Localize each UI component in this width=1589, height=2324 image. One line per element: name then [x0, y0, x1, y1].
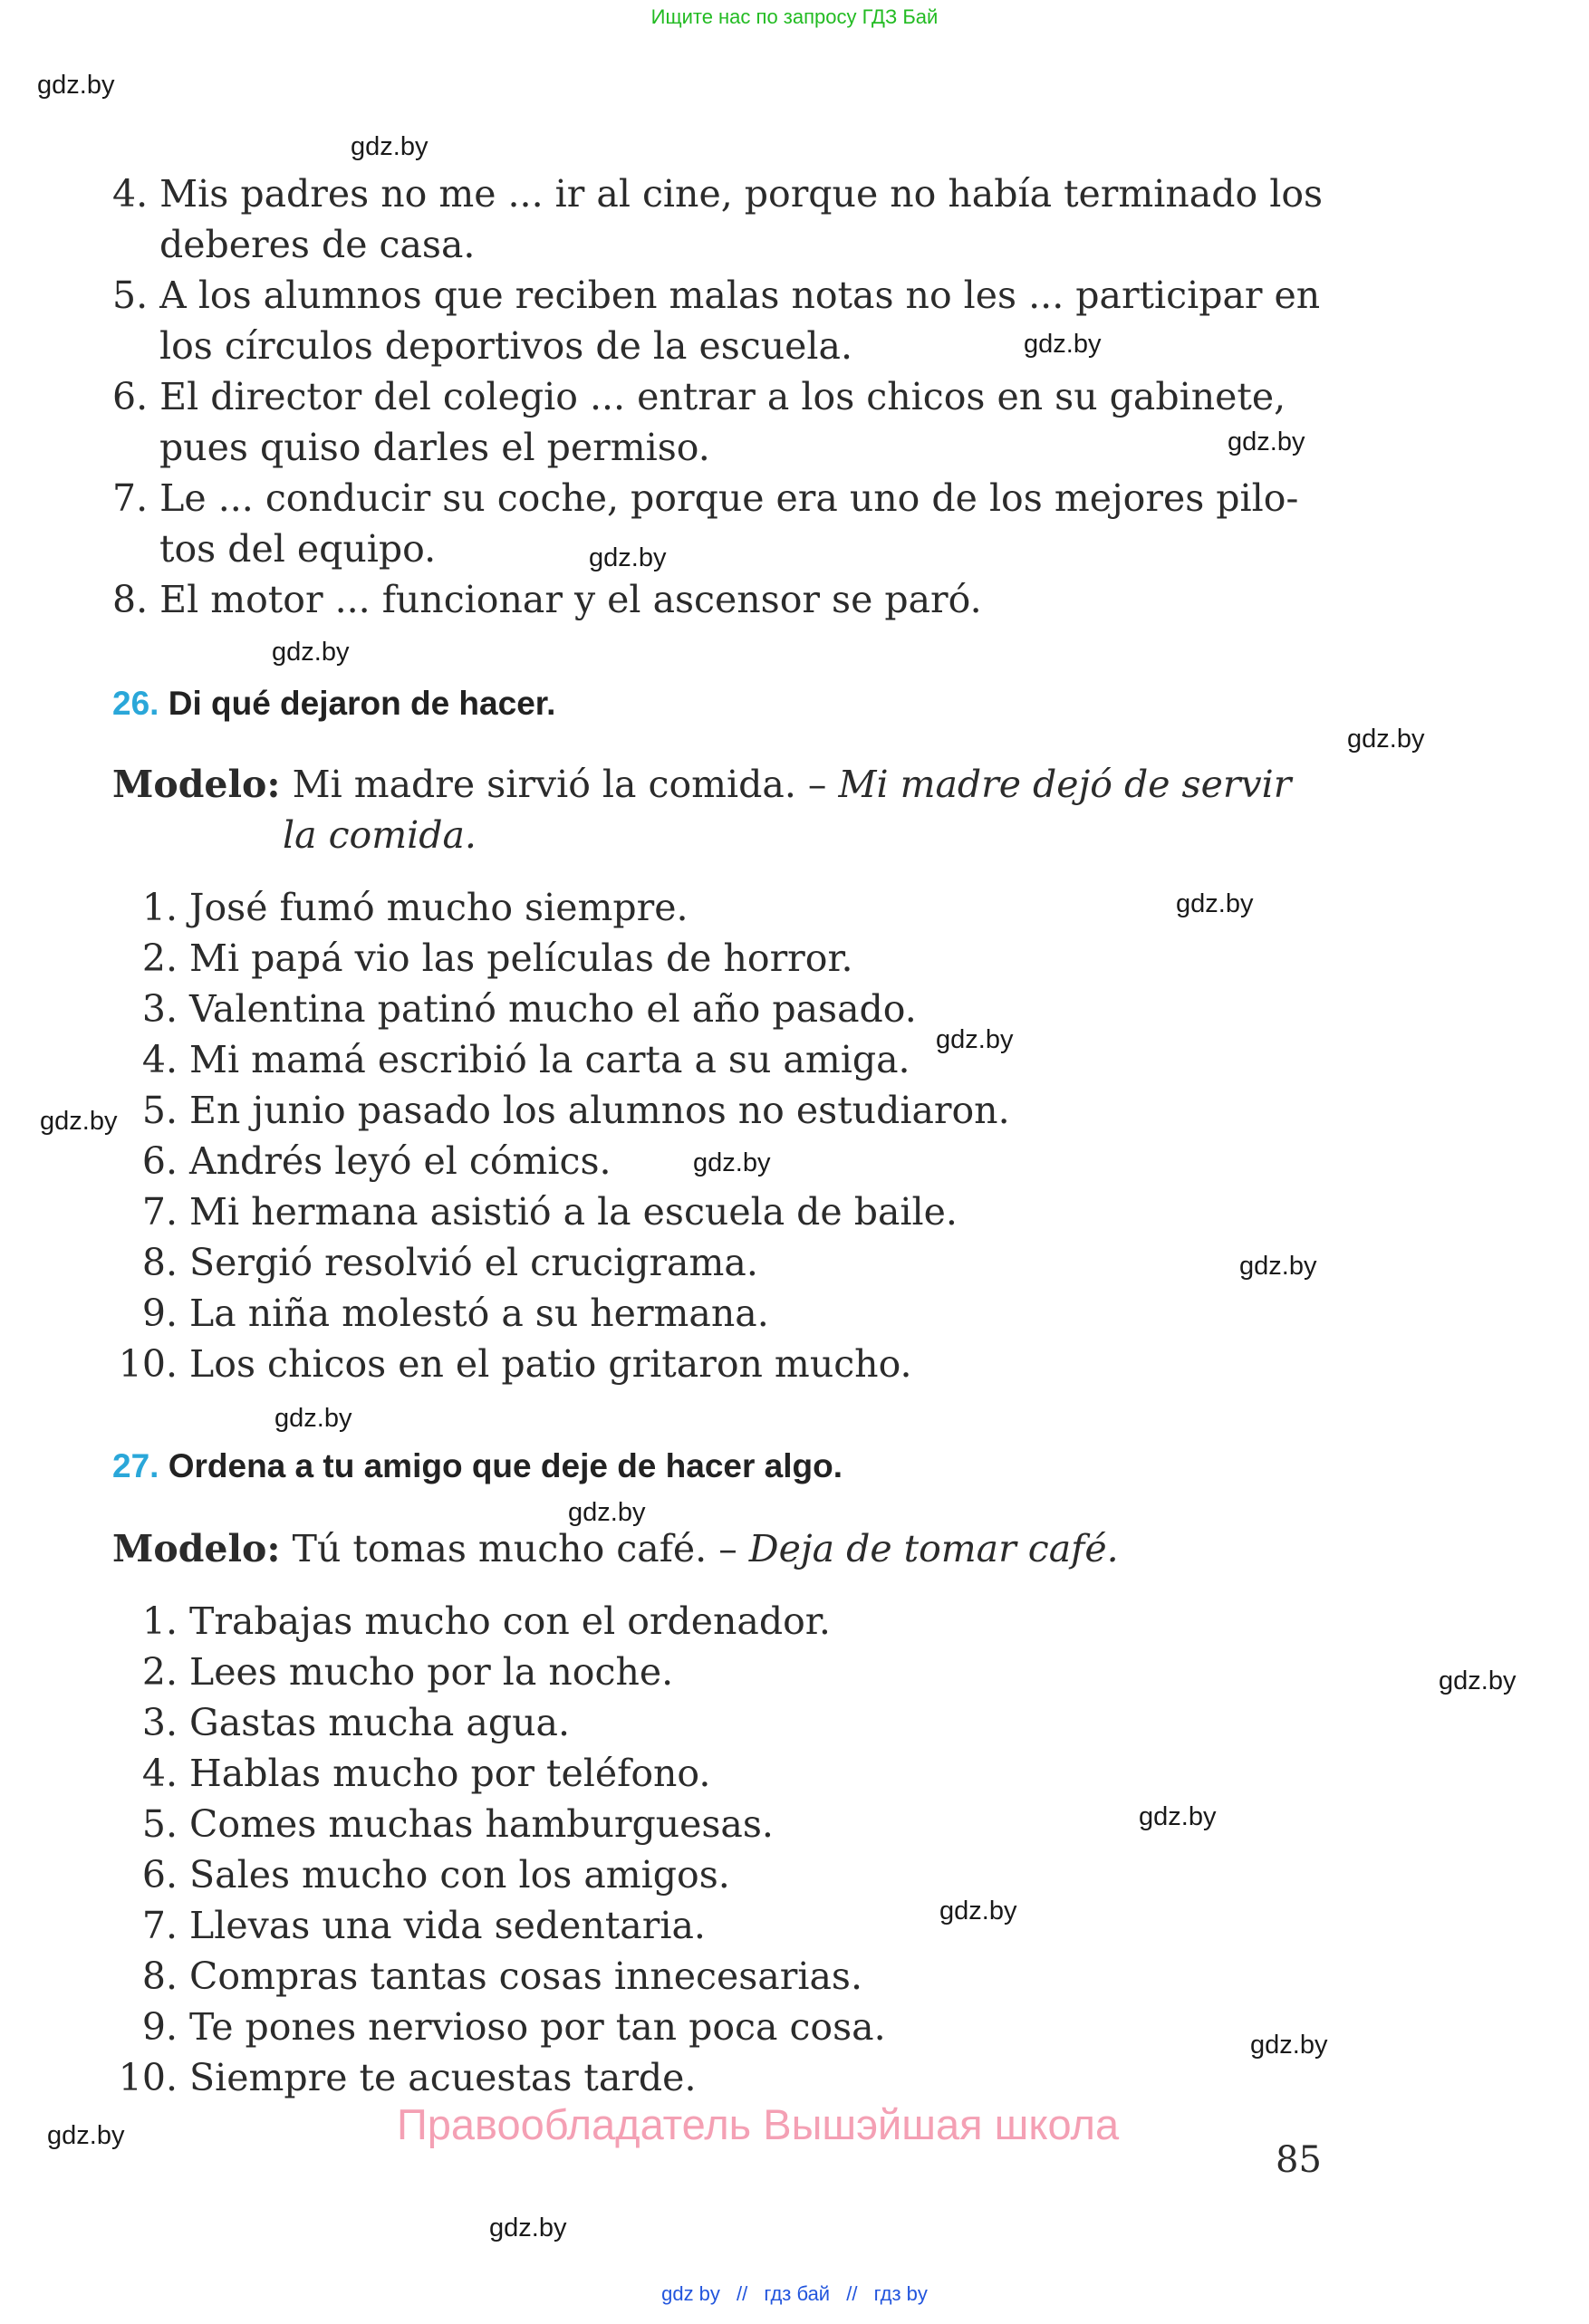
footer-links — [0, 2282, 1589, 2306]
item-number: 4. — [141, 1038, 178, 1081]
watermark: gdz.by — [37, 71, 115, 100]
item-number: 5. — [141, 1802, 178, 1846]
item-number: 7. — [112, 476, 149, 520]
item-text: Los chicos en el patio gritaron mucho. — [189, 1342, 912, 1386]
item-text: El director del colegio ... entrar a los chicos en su gabinete, — [159, 375, 1286, 418]
list-item — [112, 1292, 769, 1335]
watermark: gdz.by — [351, 132, 429, 161]
list-item — [112, 1650, 674, 1694]
watermark: gdz.by — [936, 1025, 1014, 1054]
item-number: 8. — [141, 1954, 178, 1998]
item-number: 4. — [141, 1752, 178, 1795]
item-text: Trabajas mucho con el ordenador. — [189, 1599, 831, 1643]
list-item — [112, 1599, 831, 1643]
item-number: 9. — [141, 2005, 178, 2049]
list-item — [112, 1752, 711, 1795]
list-item — [112, 1853, 730, 1897]
item-number: 1. — [141, 886, 178, 929]
item-text: A los alumnos que reciben malas notas no les ... participar en — [159, 274, 1321, 317]
list-item — [112, 1089, 1010, 1132]
modelo-line — [112, 1527, 1119, 1570]
item-text: Andrés leyó el cómics. — [189, 1139, 612, 1183]
item-text: El motor ... funcionar y el ascensor se paró. — [159, 578, 982, 621]
item-number: 5. — [141, 1089, 178, 1132]
list-item — [112, 1904, 706, 1947]
item-text: Gastas mucha agua. — [189, 1701, 570, 1744]
item-number: 8. — [141, 1241, 178, 1284]
item-text-continuation: tos del equipo. — [159, 527, 437, 571]
modelo-answer-continuation: la comida. — [283, 813, 477, 857]
item-number: 3. — [141, 1701, 178, 1744]
exercise-26-heading — [112, 685, 555, 723]
item-number: 9. — [141, 1292, 178, 1335]
list-item — [112, 1190, 958, 1234]
watermark: gdz.by — [1176, 889, 1254, 918]
exercise-number: 26. — [112, 685, 159, 722]
item-text: Sergió resolvió el crucigrama. — [189, 1241, 758, 1284]
modelo-answer: Deja de tomar café. — [748, 1527, 1119, 1570]
list-item — [112, 1342, 912, 1386]
watermark: gdz.by — [1439, 1666, 1517, 1695]
watermark: gdz.by — [693, 1148, 771, 1177]
item-text: Valentina patinó mucho el año pasado. — [189, 987, 917, 1031]
watermark: gdz.by — [40, 1107, 118, 1136]
list-item — [112, 1701, 570, 1744]
item-number: 2. — [141, 936, 178, 980]
item-number: 2. — [141, 1650, 178, 1694]
list-item — [112, 1038, 910, 1081]
list-item — [112, 1954, 862, 1998]
watermark: gdz.by — [1347, 725, 1425, 754]
item-text: La niña molestó a su hermana. — [189, 1292, 769, 1335]
modelo-label: Modelo: — [112, 1527, 281, 1570]
item-text: Te pones nervioso por tan poca cosa. — [189, 2005, 886, 2049]
modelo-line — [112, 763, 1292, 806]
item-text-continuation: pues quiso darles el permiso. — [159, 426, 710, 469]
exercise-title: Di qué dejaron de hacer. — [168, 685, 556, 722]
list-item — [112, 578, 982, 621]
item-text: Hablas mucho por teléfono. — [189, 1752, 711, 1795]
modelo-label: Modelo: — [112, 763, 281, 806]
footer-link[interactable]: gdz by — [661, 2282, 720, 2305]
item-text: Mi papá vio las películas de horror. — [189, 936, 853, 980]
footer-link[interactable]: гдз by — [873, 2282, 928, 2305]
item-text-continuation: deberes de casa. — [159, 223, 476, 266]
watermark: gdz.by — [939, 1897, 1017, 1925]
list-item — [112, 886, 689, 929]
item-text: Compras tantas cosas innecesarias. — [189, 1954, 862, 1998]
modelo-answer: Mi madre dejó de servir — [838, 763, 1292, 806]
modelo-text: Tú tomas mucho café. – — [292, 1527, 737, 1570]
watermark: gdz.by — [1024, 330, 1102, 359]
list-item — [112, 1241, 758, 1284]
footer-link[interactable]: гдз бай — [764, 2282, 831, 2305]
copyright-notice: Правообладатель Вышэйшая школа — [397, 2100, 1120, 2148]
list-item — [112, 2056, 697, 2099]
exercise-number: 27. — [112, 1447, 159, 1484]
exercise-title: Ordena a tu amigo que deje de hacer algo. — [168, 1447, 843, 1484]
footer-separator: // — [737, 2282, 748, 2305]
item-text: Le ... conducir su coche, porque era uno de los mejores pilo- — [159, 476, 1299, 520]
item-text: José fumó mucho siempre. — [189, 886, 689, 929]
watermark: gdz.by — [47, 2121, 125, 2150]
list-item — [112, 274, 1321, 317]
watermark: gdz.by — [589, 543, 667, 572]
watermark: gdz.by — [568, 1498, 646, 1527]
page-number: 85 — [1276, 2139, 1322, 2181]
watermark: gdz.by — [1239, 1252, 1317, 1281]
item-text: En junio pasado los alumnos no estudiaron. — [189, 1089, 1010, 1132]
item-text: Lees mucho por la noche. — [189, 1650, 674, 1694]
list-item — [112, 375, 1286, 418]
item-number: 8. — [112, 578, 149, 621]
watermark: gdz.by — [489, 2214, 567, 2242]
item-text: Mi hermana asistió a la escuela de baile. — [189, 1190, 958, 1234]
list-item — [112, 476, 1299, 520]
list-item — [112, 936, 853, 980]
item-number: 10. — [118, 2056, 178, 2099]
item-text-continuation: los círculos deportivos de la escuela. — [159, 324, 852, 368]
item-number: 4. — [112, 172, 149, 216]
watermark: gdz.by — [1250, 2031, 1328, 2060]
watermark: gdz.by — [1139, 1802, 1217, 1831]
list-item — [112, 2005, 886, 2049]
watermark: gdz.by — [272, 638, 350, 667]
item-number: 6. — [141, 1853, 178, 1897]
item-text: Comes muchas hamburguesas. — [189, 1802, 774, 1846]
list-item — [112, 1802, 774, 1846]
footer-separator: // — [846, 2282, 858, 2305]
item-text: Sales mucho con los amigos. — [189, 1853, 730, 1897]
item-number: 7. — [141, 1190, 178, 1234]
item-text: Mi mamá escribió la carta a su amiga. — [189, 1038, 910, 1081]
exercise-27-heading — [112, 1447, 843, 1485]
list-item — [112, 1139, 612, 1183]
list-item — [112, 987, 917, 1031]
item-number: 5. — [112, 274, 149, 317]
item-text: Mis padres no me ... ir al cine, porque no había terminado los — [159, 172, 1324, 216]
item-text: Llevas una vida sedentaria. — [189, 1904, 706, 1947]
watermark: gdz.by — [1228, 427, 1305, 456]
item-number: 1. — [141, 1599, 178, 1643]
list-item — [112, 172, 1324, 216]
item-number: 10. — [118, 1342, 178, 1386]
item-number: 6. — [141, 1139, 178, 1183]
item-number: 7. — [141, 1904, 178, 1947]
item-number: 3. — [141, 987, 178, 1031]
modelo-text: Mi madre sirvió la comida. – — [292, 763, 827, 806]
top-banner[interactable]: Ищите нас по запросу ГДЗ Бай — [650, 5, 939, 28]
item-text: Siempre te acuestas tarde. — [189, 2056, 697, 2099]
watermark: gdz.by — [274, 1404, 352, 1433]
item-number: 6. — [112, 375, 149, 418]
